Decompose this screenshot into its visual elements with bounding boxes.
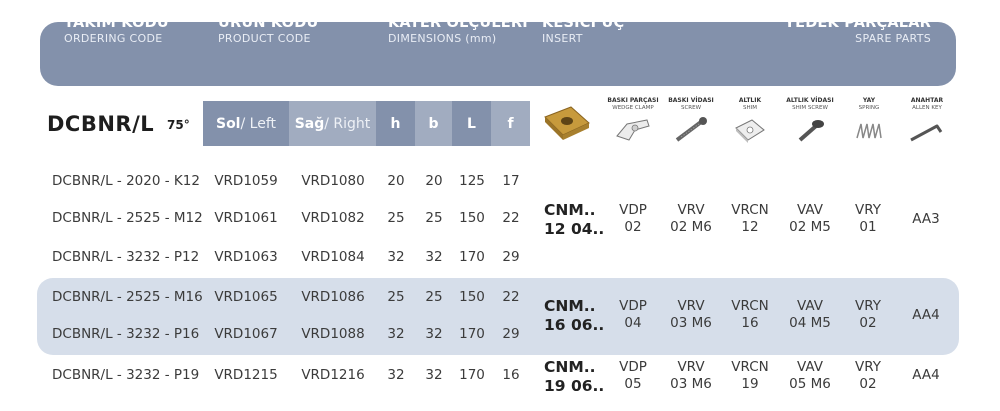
screw-icon <box>671 116 711 144</box>
group-shim-code <box>731 359 768 393</box>
group-insert-code <box>544 358 604 396</box>
column-right-hand <box>289 101 376 146</box>
code-line: VRV <box>677 202 705 218</box>
spare-part-sublabel: SHIM <box>743 105 757 111</box>
spare-part-label: BASKI VİDASI <box>668 97 714 104</box>
header-ordering-code <box>64 15 169 46</box>
header-spare-parts-subtitle: SPARE PARTS <box>855 32 931 45</box>
code-line: 01 <box>859 219 877 235</box>
header-dimensions-title: KATER ÖLÇÜLERİ <box>388 15 528 31</box>
row-L: 170 <box>459 249 485 265</box>
code-line: VDP <box>619 359 647 375</box>
header-dimensions <box>388 15 528 46</box>
code-line: VDP <box>619 202 647 218</box>
shim-screw-icon <box>792 116 828 144</box>
group-screw-code <box>670 202 712 236</box>
header-spare-parts <box>784 15 931 46</box>
code-line: VRY <box>855 202 881 218</box>
tool-family-name: DCBNR/L <box>47 112 155 136</box>
row-ordering-code: DCBNR/L - 2525 - M16 <box>52 289 203 305</box>
row-f: 22 <box>502 210 520 226</box>
tool-angle: 75° <box>167 118 190 132</box>
code-line: VRY <box>855 298 881 314</box>
group-shim-code <box>731 298 768 332</box>
code-line: 02 <box>859 315 877 331</box>
code-line: VRY <box>855 359 881 375</box>
column-left-hand <box>203 101 289 146</box>
row-ordering-code: DCBNR/L - 2525 - M12 <box>52 210 203 226</box>
group-key-code: AA3 <box>912 211 940 227</box>
spare-part-sublabel: WEDGE CLAMP <box>612 105 654 111</box>
code-line: 04 <box>624 315 642 331</box>
row-right-code: VRD1084 <box>301 249 365 265</box>
row-right-code: VRD1216 <box>301 367 365 383</box>
spare-part-label: YAY <box>862 97 876 104</box>
row-right-code: VRD1082 <box>301 210 365 226</box>
code-line: VRCN <box>731 202 769 218</box>
group-shim-screw-code <box>789 298 831 332</box>
insert-code-line1: CNM.. <box>544 358 596 376</box>
row-left-code: VRD1065 <box>214 289 278 305</box>
code-line: VAV <box>797 359 823 375</box>
column-h: h <box>376 101 415 146</box>
code-line: VDP <box>619 298 647 314</box>
spring-icon <box>851 116 887 144</box>
group-shim-screw-code <box>789 359 831 393</box>
insert-code-line1: CNM.. <box>544 201 596 219</box>
group-screw-code <box>670 359 712 393</box>
header-dimensions-subtitle: DIMENSIONS (mm) <box>388 32 497 45</box>
header-insert-subtitle: INSERT <box>542 32 583 45</box>
spare-part-label: ANAHTAR <box>910 97 944 104</box>
allen-key-icon <box>907 116 947 144</box>
group-spring-code <box>855 359 881 393</box>
wedge-clamp-icon <box>613 116 653 142</box>
header-product-code <box>218 15 318 46</box>
row-ordering-code: DCBNR/L - 3232 - P16 <box>52 326 200 342</box>
code-line: 04 M5 <box>789 315 831 331</box>
code-line: 02 <box>624 219 642 235</box>
row-b: 20 <box>425 173 443 189</box>
code-line: 05 <box>624 376 642 392</box>
row-h: 32 <box>387 326 405 342</box>
code-line: VRV <box>677 359 705 375</box>
row-left-code: VRD1067 <box>214 326 278 342</box>
group-key-code: AA4 <box>912 307 940 323</box>
row-left-code: VRD1063 <box>214 249 278 265</box>
row-left-code: VRD1061 <box>214 210 278 226</box>
column-right-hand-rest: / Right <box>324 115 371 132</box>
code-line: 02 M5 <box>789 219 831 235</box>
insert-code-line2: 19 06.. <box>544 377 605 395</box>
header-product-code-subtitle: PRODUCT CODE <box>218 32 311 45</box>
row-ordering-code: DCBNR/L - 2020 - K12 <box>52 173 200 189</box>
code-line: VRCN <box>731 298 769 314</box>
spare-part-sublabel: SPRING <box>858 105 880 111</box>
row-ordering-code: DCBNR/L - 3232 - P12 <box>52 249 200 265</box>
group-key-code: AA4 <box>912 367 940 383</box>
header-product-code-title: ÜRÜN KODU <box>218 15 319 31</box>
row-L: 170 <box>459 367 485 383</box>
row-h: 20 <box>387 173 405 189</box>
row-L: 170 <box>459 326 485 342</box>
spare-part-sublabel: SCREW <box>680 105 702 111</box>
row-ordering-code: DCBNR/L - 3232 - P19 <box>52 367 200 383</box>
spare-part-allen-key <box>887 97 967 144</box>
group-insert-code <box>544 201 604 239</box>
code-line: VRCN <box>731 359 769 375</box>
row-b: 32 <box>425 326 443 342</box>
header-ordering-code-subtitle: ORDERING CODE <box>64 32 163 45</box>
code-line: 05 M6 <box>789 376 831 392</box>
code-line: 12 <box>741 219 759 235</box>
spare-part-label: BASKI PARÇASI <box>607 97 659 104</box>
spare-part-label: ALTLIK <box>738 97 762 104</box>
row-L: 150 <box>459 289 485 305</box>
group-screw-code <box>670 298 712 332</box>
code-line: 03 M6 <box>670 376 712 392</box>
row-h: 32 <box>387 367 405 383</box>
row-L: 125 <box>459 173 485 189</box>
group-shim-code <box>731 202 768 236</box>
row-b: 25 <box>425 210 443 226</box>
header-spare-parts-title: YEDEK PARÇALAR <box>784 15 931 31</box>
insert-code-line2: 16 06.. <box>544 316 605 334</box>
spare-part-label: ALTLIK VİDASI <box>786 97 834 104</box>
row-L: 150 <box>459 210 485 226</box>
column-left-hand-rest: / Left <box>240 115 276 132</box>
code-line: 19 <box>741 376 759 392</box>
row-h: 25 <box>387 210 405 226</box>
header-insert <box>542 15 624 46</box>
row-right-code: VRD1086 <box>301 289 365 305</box>
group-clamp-code <box>619 202 647 236</box>
row-f: 16 <box>502 367 520 383</box>
group-spring-code <box>855 298 881 332</box>
spare-part-sublabel: SHIM SCREW <box>792 105 828 111</box>
row-h: 25 <box>387 289 405 305</box>
row-f: 29 <box>502 326 520 342</box>
row-f: 22 <box>502 289 520 305</box>
insert-icon <box>541 105 593 143</box>
group-clamp-code <box>619 359 647 393</box>
code-line: 16 <box>741 315 759 331</box>
row-b: 25 <box>425 289 443 305</box>
row-left-code: VRD1059 <box>214 173 278 189</box>
row-right-code: VRD1080 <box>301 173 365 189</box>
column-left-hand-bold: Sol <box>215 115 241 132</box>
row-f: 17 <box>502 173 520 189</box>
column-L: L <box>452 101 491 146</box>
header-ordering-code-title: TAKIM KODU <box>64 15 169 31</box>
column-b: b <box>415 101 452 146</box>
column-f: f <box>491 101 530 146</box>
row-h: 32 <box>387 249 405 265</box>
shim-icon <box>732 116 768 144</box>
header-insert-title: KESİCİ UÇ <box>542 15 625 31</box>
row-b: 32 <box>425 249 443 265</box>
row-left-code: VRD1215 <box>214 367 278 383</box>
code-line: 03 M6 <box>670 315 712 331</box>
row-f: 29 <box>502 249 520 265</box>
code-line: 02 M6 <box>670 219 712 235</box>
row-right-code: VRD1088 <box>301 326 365 342</box>
spare-part-sublabel: ALLEN KEY <box>912 105 942 111</box>
row-b: 32 <box>425 367 443 383</box>
group-insert-code <box>544 297 604 335</box>
insert-code-line2: 12 04.. <box>544 220 605 238</box>
code-line: VRV <box>677 298 705 314</box>
code-line: 02 <box>859 376 877 392</box>
group-shim-screw-code <box>789 202 831 236</box>
code-line: VAV <box>797 202 823 218</box>
code-line: VAV <box>797 298 823 314</box>
group-clamp-code <box>619 298 647 332</box>
group-spring-code <box>855 202 881 236</box>
insert-code-line1: CNM.. <box>544 297 596 315</box>
column-right-hand-bold: Sağ <box>294 115 325 132</box>
